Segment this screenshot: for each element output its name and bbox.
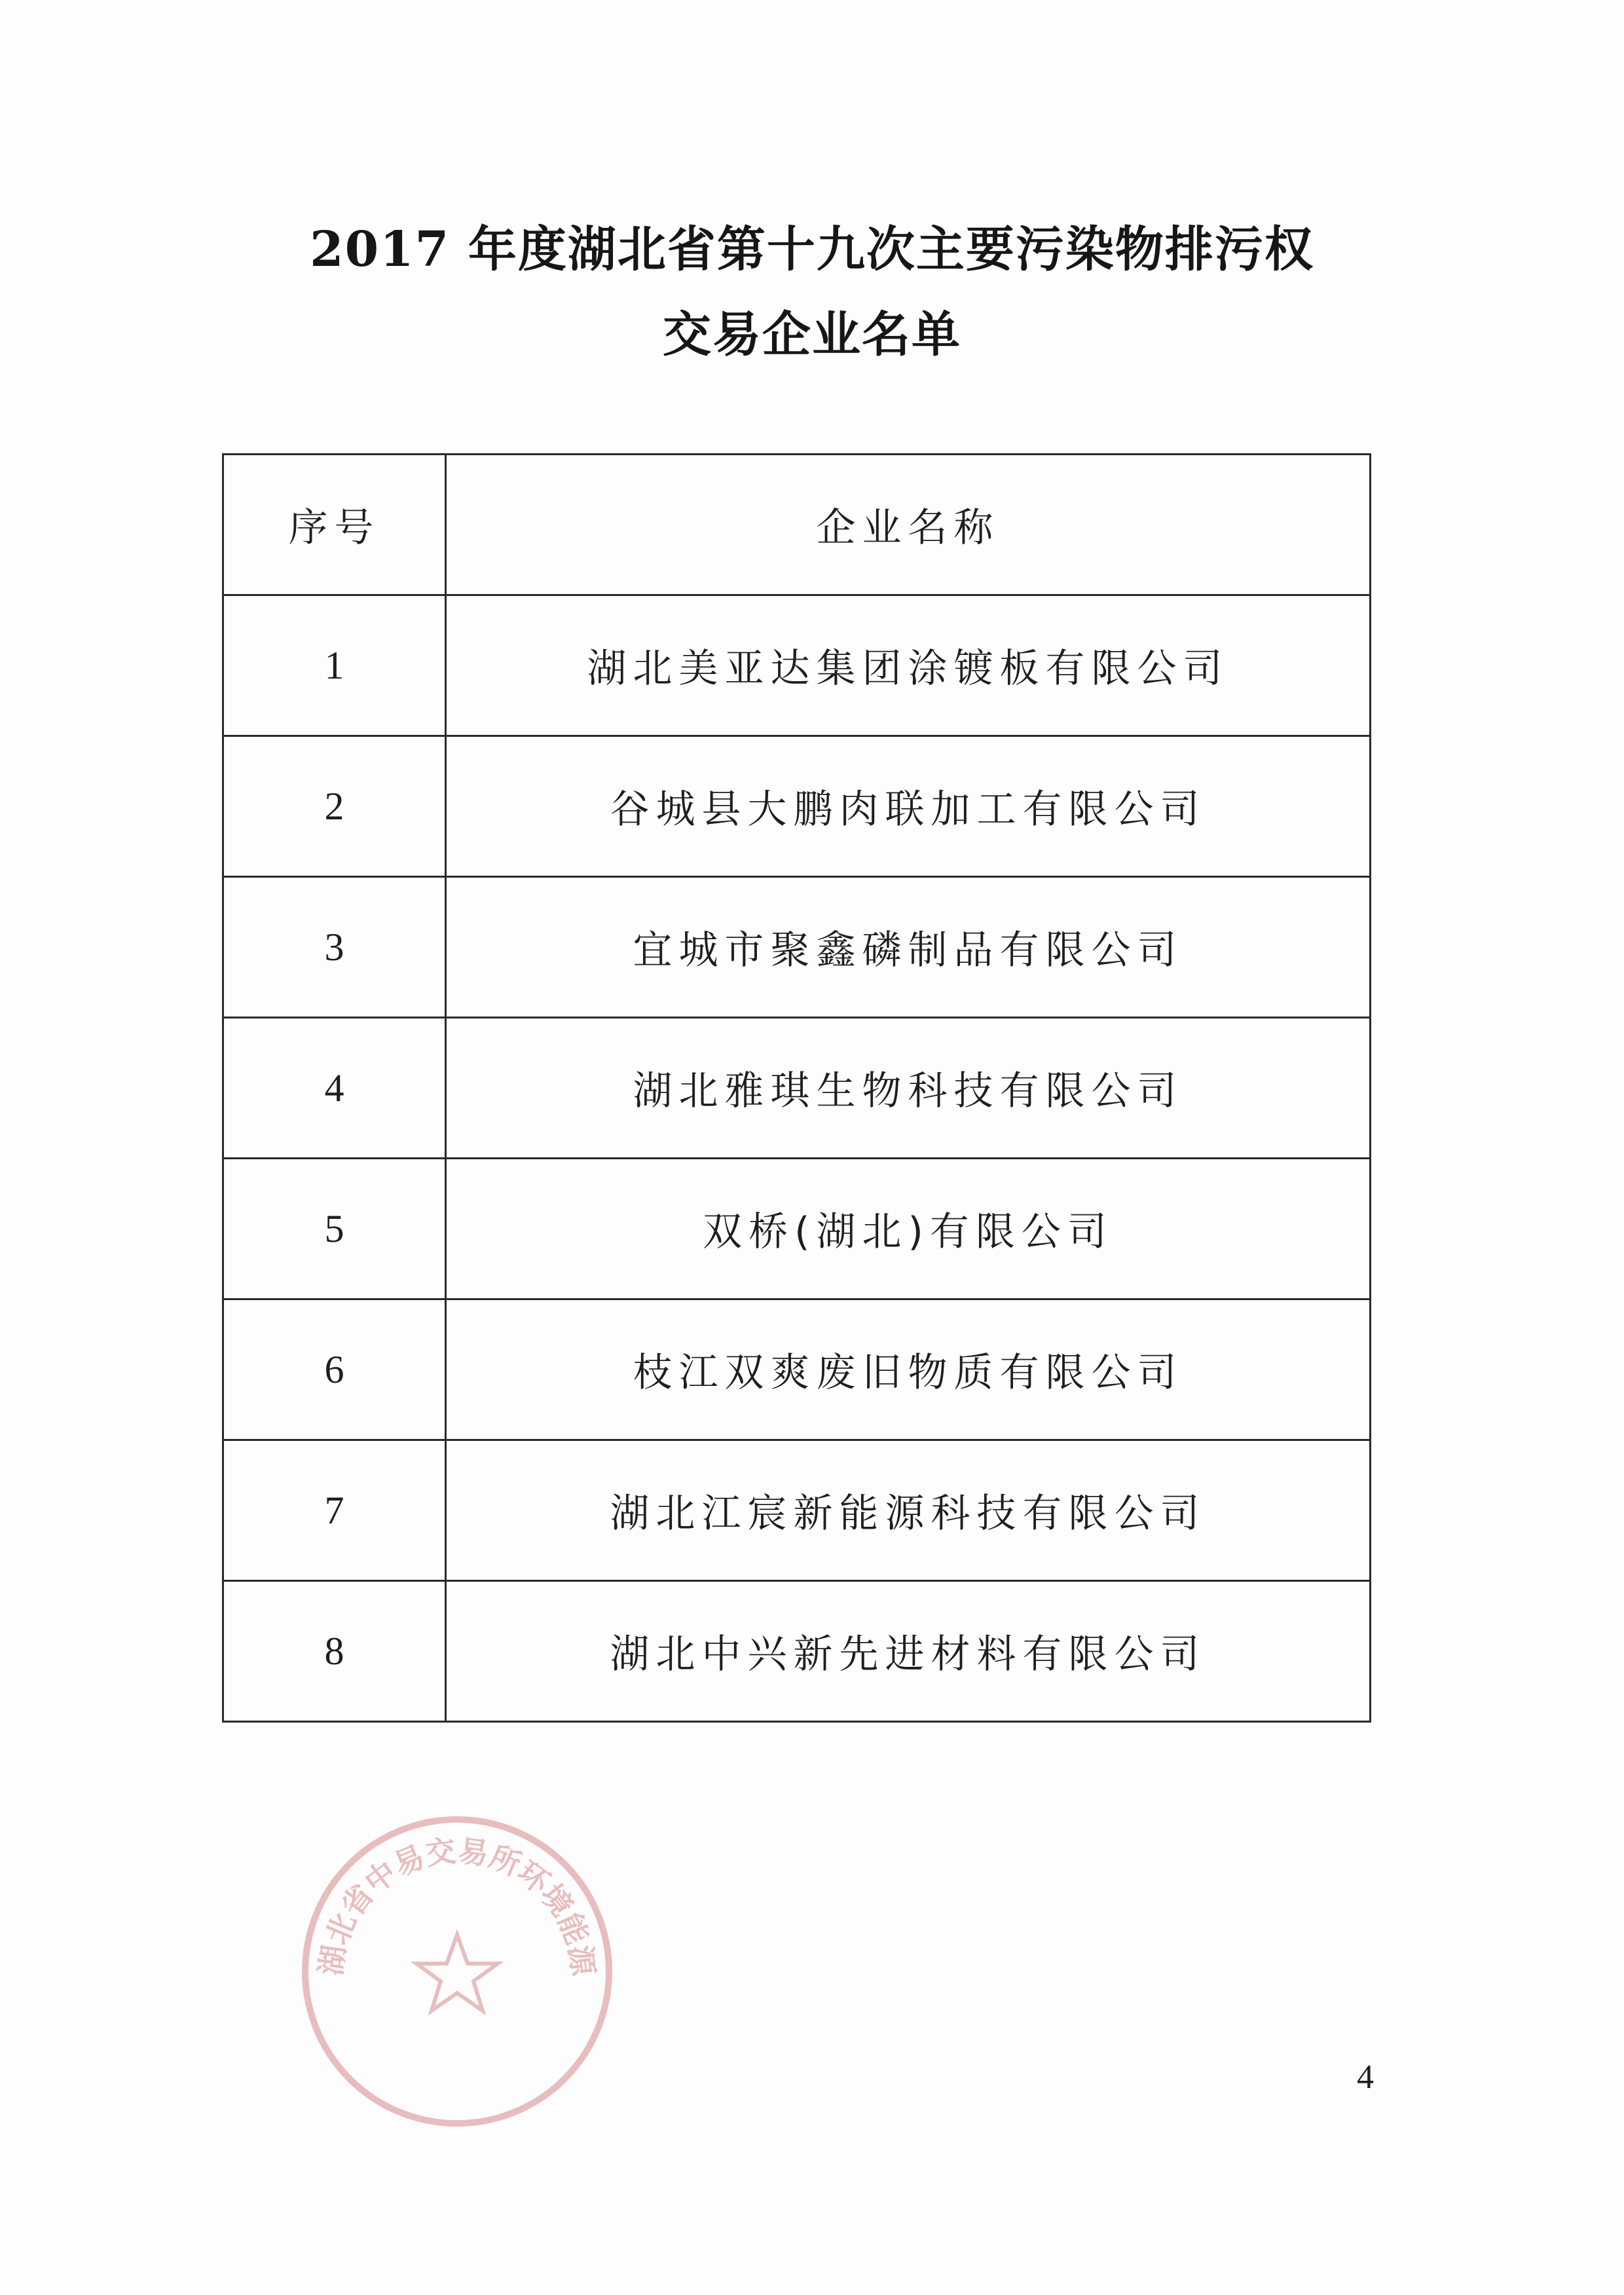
row-enterprise-name: 湖北江宸新能源科技有限公司 <box>446 1440 1371 1581</box>
official-seal-stamp <box>296 1810 618 2133</box>
row-enterprise-name: 双桥(湖北)有限公司 <box>446 1159 1371 1299</box>
seal-star-icon <box>416 1935 498 2011</box>
table-row <box>223 1018 1371 1159</box>
row-serial-number: 5 <box>223 1159 446 1299</box>
table-row <box>223 1581 1371 1722</box>
enterprise-table <box>222 453 1371 1723</box>
row-enterprise-name: 湖北雅琪生物科技有限公司 <box>446 1018 1371 1159</box>
row-serial-number: 3 <box>223 877 446 1018</box>
row-enterprise-name: 湖北美亚达集团涂镀板有限公司 <box>446 595 1371 736</box>
seal-text: 湖北省中易交易所环境能源 <box>312 1833 602 1978</box>
header-enterprise-name: 企业名称 <box>446 455 1371 595</box>
page-number: 4 <box>1357 2059 1374 2096</box>
row-enterprise-name: 谷城县大鹏肉联加工有限公司 <box>446 736 1371 877</box>
row-enterprise-name: 枝江双爽废旧物质有限公司 <box>446 1299 1371 1440</box>
table-header-row <box>223 455 1371 595</box>
header-serial-number: 序号 <box>223 455 446 595</box>
table-row <box>223 736 1371 877</box>
table-row <box>223 877 1371 1018</box>
row-serial-number: 7 <box>223 1440 446 1581</box>
table-row <box>223 595 1371 736</box>
document-title-line2: 交易企业名单 <box>663 307 961 363</box>
table-row <box>223 1159 1371 1299</box>
row-enterprise-name: 宜城市聚鑫磷制品有限公司 <box>446 877 1371 1018</box>
table-row <box>223 1440 1371 1581</box>
row-serial-number: 4 <box>223 1018 446 1159</box>
row-serial-number: 6 <box>223 1299 446 1440</box>
row-serial-number: 2 <box>223 736 446 877</box>
table-row <box>223 1299 1371 1440</box>
document-title-line1: 2017 年度湖北省第十九次主要污染物排污权 <box>310 221 1314 278</box>
row-serial-number: 1 <box>223 595 446 736</box>
row-serial-number: 8 <box>223 1581 446 1722</box>
row-enterprise-name: 湖北中兴新先进材料有限公司 <box>446 1581 1371 1722</box>
